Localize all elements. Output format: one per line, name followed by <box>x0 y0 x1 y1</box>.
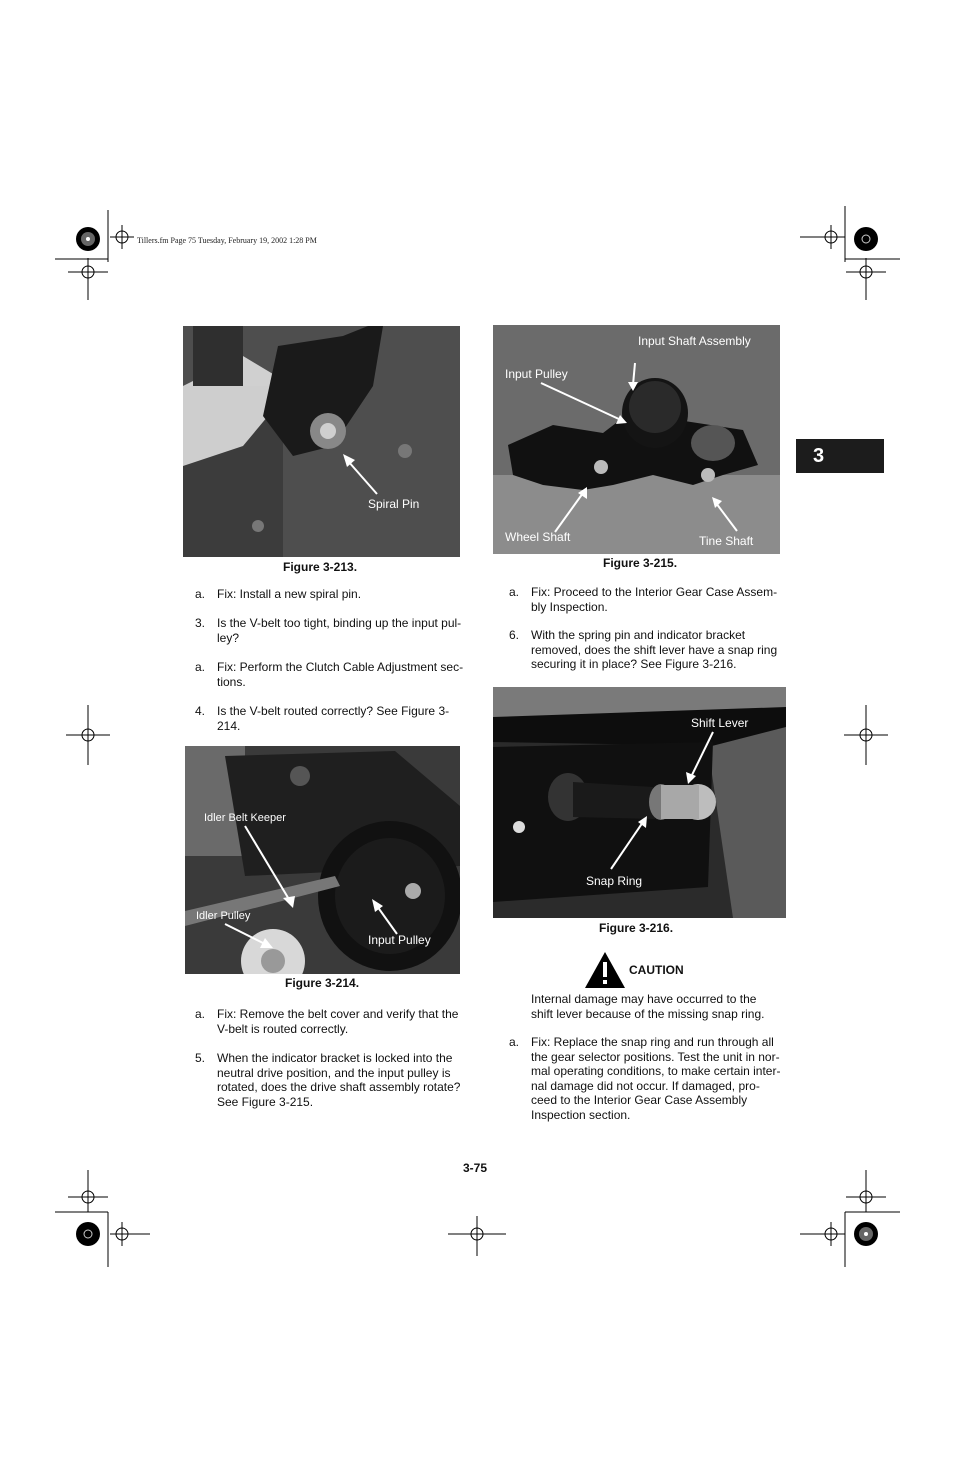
text-line: mal operating conditions, to make certain inter- <box>531 1064 781 1078</box>
text-line: Internal damage may have occurred to the <box>531 992 757 1006</box>
text-line: When the indicator bracket is locked into the <box>217 1051 453 1065</box>
figure-3-215-photo <box>493 325 780 554</box>
item-label: a. <box>195 1007 206 1021</box>
callout-idler-belt-keeper: Idler Belt Keeper <box>204 812 286 824</box>
text-line: Fix: Perform the Clutch Cable Adjustment sec- <box>217 660 464 674</box>
text-line: Fix: Replace the snap ring and run through all <box>531 1035 774 1049</box>
caution-title: CAUTION <box>629 963 684 977</box>
callout-input-pulley-215: Input Pulley <box>505 367 568 381</box>
item-label: a. <box>509 585 520 599</box>
text-line: ley? <box>217 630 240 645</box>
item-label: a. <box>509 1035 520 1049</box>
text-line: Fix: Remove the belt cover and verify that the <box>217 1007 459 1021</box>
chapter-tab: 3 <box>796 439 884 473</box>
page-number: 3-75 <box>463 1161 488 1175</box>
text-line: Inspection section. <box>531 1107 631 1122</box>
text-line: removed, does the shift lever have a snap ring <box>531 642 778 657</box>
text-line: See Figure 3-215. <box>217 1094 314 1109</box>
item-label: 4. <box>195 704 206 718</box>
callout-tine-shaft: Tine Shaft <box>699 534 754 548</box>
item-label: 5. <box>195 1051 206 1065</box>
item-label: 6. <box>509 628 520 642</box>
text-line: bly Inspection. <box>531 599 608 614</box>
callout-wheel-shaft: Wheel Shaft <box>505 530 571 544</box>
callout-input-pulley-214: Input Pulley <box>368 933 431 947</box>
callout-snap-ring: Snap Ring <box>586 874 643 888</box>
text-line: 214. <box>217 718 241 733</box>
item-label: a. <box>195 660 206 674</box>
text-line: tions. <box>217 674 246 689</box>
callout-idler-pulley: Idler Pulley <box>196 910 251 922</box>
text-line: Fix: Proceed to the Interior Gear Case Assem- <box>531 585 778 599</box>
text-line: Is the V-belt too tight, binding up the input pul- <box>217 616 462 630</box>
text-line: nal damage did not occur. If damaged, pro- <box>531 1078 760 1093</box>
text-line: V-belt is routed correctly. <box>217 1021 349 1036</box>
text-line: Fix: Install a new spiral pin. <box>217 587 362 601</box>
callout-shift-lever: Shift Lever <box>691 716 749 730</box>
text-line: neutral drive position, and the input pulley is <box>217 1065 451 1080</box>
figure-3-213-caption: Figure 3-213. <box>283 560 358 574</box>
item-label: a. <box>195 587 206 601</box>
item-label: 3. <box>195 616 206 630</box>
figure-3-214-caption: Figure 3-214. <box>285 976 360 990</box>
figure-3-213-photo <box>183 326 460 557</box>
caution-text <box>531 992 781 1021</box>
text-line: ceed to the Interior Gear Case Assembly <box>531 1093 748 1107</box>
text-line: securing it in place? See Figure 3-216. <box>531 657 737 671</box>
text-line: shift lever because of the missing snap ring. <box>531 1006 765 1021</box>
text-line: With the spring pin and indicator bracket <box>531 628 746 642</box>
text-line: Is the V-belt routed correctly? See Figure 3- <box>217 704 450 718</box>
callout-input-shaft-assembly: Input Shaft Assembly <box>638 334 751 348</box>
figure-3-216-photo <box>493 687 786 918</box>
caution-warning-icon <box>584 951 626 989</box>
file-header: Tillers.fm Page 75 Tuesday, February 19, 2002 1:28 PM <box>137 236 317 245</box>
figure-3-216-caption: Figure 3-216. <box>599 921 674 935</box>
text-line: rotated, does the drive shaft assembly rotate? <box>217 1080 461 1094</box>
text-line: the gear selector positions. Test the unit in nor- <box>531 1049 780 1064</box>
callout-spiral-pin: Spiral Pin <box>368 497 420 511</box>
figure-3-215-caption: Figure 3-215. <box>603 556 678 570</box>
figure-3-214-photo <box>185 746 460 974</box>
